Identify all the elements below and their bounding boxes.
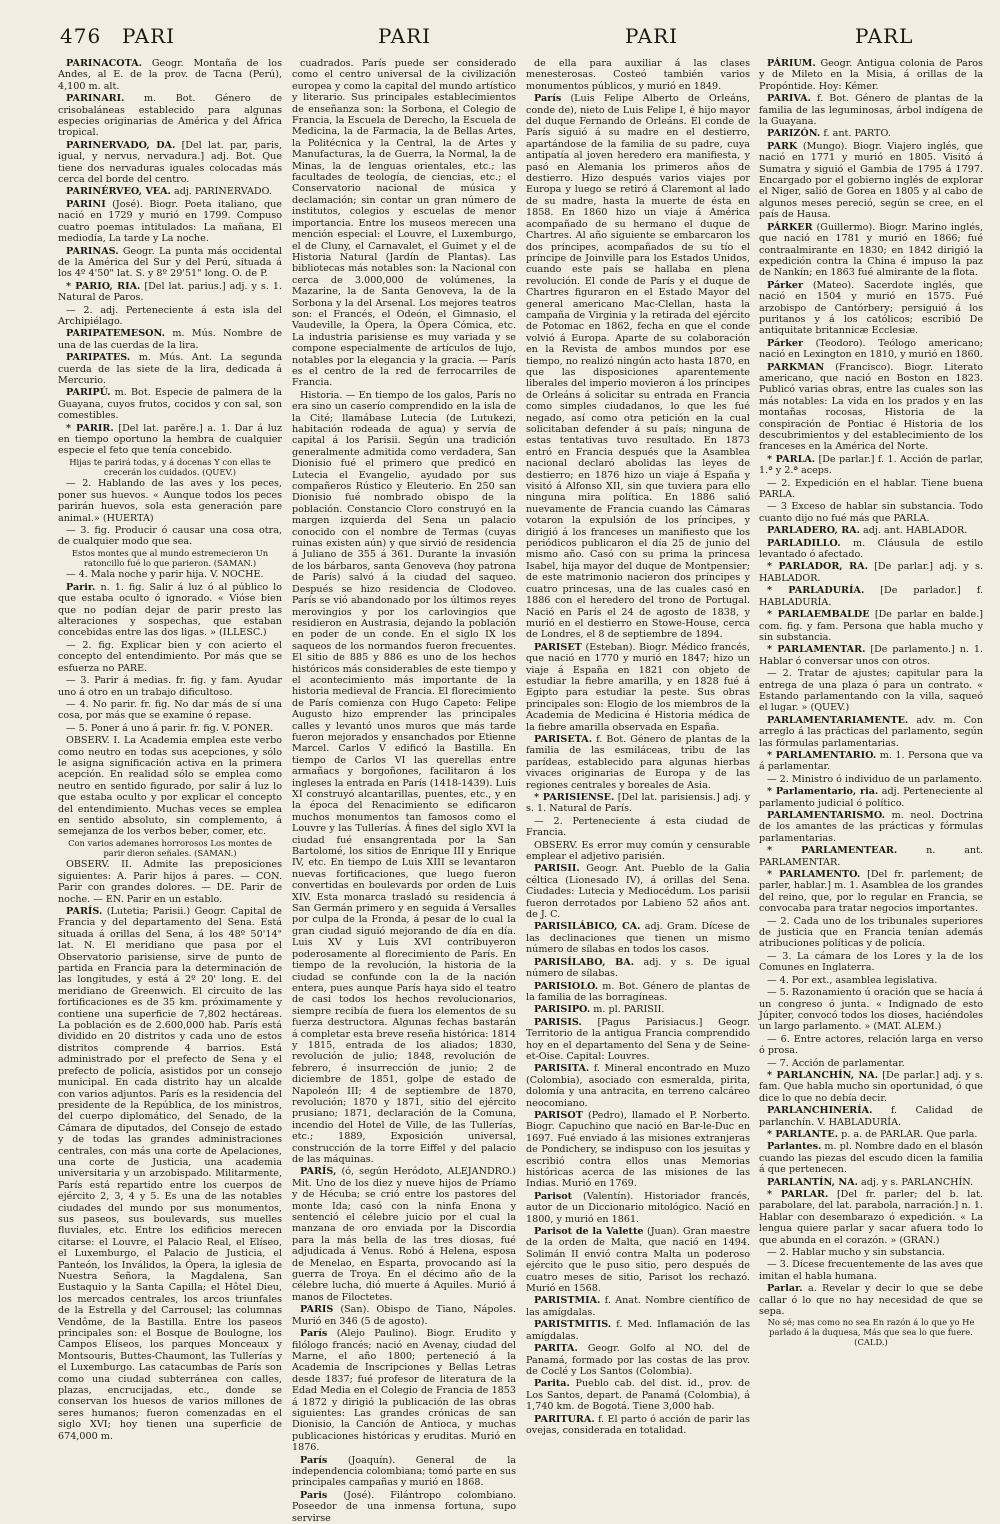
entry-text: [Del lat. par, paris, igual, y nervus, nervadura.] adj. Bot. Que tiene dos nervaduras iguales colocadas más cerca del borde del centro.	[58, 139, 283, 186]
column-1	[58, 58, 283, 1442]
entry-text: f. Calidad de parlanchín. V. HABLADURÍA.	[759, 1105, 983, 1128]
entry-text: (José). Biogr. Poeta italiano, que nació en 1729 y murió en 1799. Compuso cuatro poemas intitulados: La mañana, El mediodía, La tarde y La noche.	[58, 198, 282, 245]
entry-text: adj. Perteneciente al parlamento judicial ó político.	[759, 786, 983, 809]
entry-headword: PARIS	[300, 1304, 334, 1316]
entry-text: — 2. Expedición en el hablar. Tiene buena PARLA.	[759, 477, 983, 501]
entry-text: f. Anat. Nombre científico de las amígdalas.	[526, 1295, 750, 1318]
dictionary-entry	[292, 1490, 516, 1524]
entry-headword: * PARLA.	[767, 453, 816, 465]
dictionary-entry	[292, 1328, 516, 1453]
entry-headword: Parlantes.	[767, 1141, 822, 1153]
dictionary-entry	[58, 675, 282, 698]
dictionary-entry	[759, 1058, 983, 1069]
dictionary-entry	[759, 668, 983, 714]
quotation: Estos montes que al mundo estremecieron Un ratoncillo fué lo que parieron. (SAMAN.)	[71, 547, 269, 568]
page-number: 476	[60, 24, 102, 48]
entry-headword: PARÍS.	[66, 906, 103, 917]
entry-text: Geogr. Ant. Pueblo de la Galia céltica (Lionesado IV), á orillas del Sena. Ciudades: Lutecia y Mediocédum. Los parisii fueron derrotados por Labieno 52 años ant. de J. C.	[526, 863, 750, 921]
dictionary-entry	[759, 362, 983, 453]
dictionary-entry	[58, 58, 282, 92]
entry-text: (Lutetia; Parisii.) Geogr. Capital de Francia y del departamento del Sena. Está situada á orillas del Sena, á los 48º 50'14" lat. N. El meridiano que pasa por el Observatorio parisiense, sirve de punto de partida en Francia para la determinación de las longitudes, y está á 2º 20' long. E. del meridiano de Greenwich. El circuito de las fortificaciones es de 35 km. próximamente y contiene una superficie de 7,802 hectáreas. La población es de 2.600,000 hab. París está dividido en 20 distritos y cada uno de estos distritos comprende 4 barrios. Está administrado por el prefecto de Sena y el prefecto de policía, asistidos por un consejo municipal. En cada distrito hay un alcalde con varios adjuntos. París es la residencia del presidente de la República, de los ministros, del cuerpo diplomático, del Senado, de la Cámara de diputados, del Consejo de estado y de todas las grandes administraciones centrales, con más una corte de Apelaciones, una corte de Justicia, una academia universitaria y un arzobispado. Militarmente, París está repartido entre los cuerpos de ejército 2, 3, 4 y 5. Es una de las notables ciudades del mundo por sus monumentos, sus paseos, sus boulevards, sus muelles fluviales, etc. Entre los edificios merecen citarse: el Louvre, el Palacio Real, el Elíseo, el Luxemburgo, el Palacio de Justicia, el Panteón, los Inválidos, la Ópera, la iglesia de Nuestra Señora, la Magdalena, San Eustaquio y la Santa Capilla; el Hôtel Dieu, los mercados centrales, los arcos triunfales de la Estrella y del Carrousel; las columnas Vendôme, de la Bastilla. Entre los paseos principales son: el Bosque de Boulogne, los Campos Elíseos, los parques Monceaux y Montsouris, Buttes-Chaumont, las Tullerías y el Luxemburgo. Las catacumbas de París son como una ciudad subterránea con calles, plazas, encrucijadas, etc., donde se conservan los huesos de varios millones de seres humanos; fueron comenzadas en el siglo XVI; hoy tienen una superficie de 674,000 m.	[58, 906, 282, 1442]
dictionary-entry	[759, 750, 983, 773]
dictionary-entry	[759, 1283, 983, 1317]
dictionary-entry	[292, 1166, 516, 1303]
entry-text: [De parlador.] f. HABLADURÍA.	[759, 585, 983, 608]
dictionary-entry	[526, 1343, 750, 1377]
entry-text: (Francisco). Biogr. Literato americano, que nació en Boston en 1823. Publicó varias obras, entre las cuales son las más notables: La vida en los prados y en las montañas rocosas, Historia de la conspiración de Pontiac é Historia de los descubrimientos y del establecimiento de los franceses en la América del Norte.	[759, 361, 983, 453]
dictionary-entry	[759, 975, 983, 986]
dictionary-entry	[759, 1189, 983, 1246]
entry-headword: * PARLAMENTO.	[767, 869, 861, 881]
dictionary-entry	[759, 1177, 983, 1188]
running-head-3: PARI	[625, 24, 679, 48]
entry-headword: PARLAMENTARIAMENTE.	[767, 714, 909, 726]
entry-headword: PARISTMITIS.	[534, 1319, 612, 1331]
dictionary-entry	[526, 863, 750, 920]
dictionary-entry	[759, 561, 983, 584]
entry-headword: PARISTMIA.	[534, 1295, 601, 1307]
entry-text: adv. m. Con arreglo á las prácticas del parlamento, según las fórmulas parlamentarias.	[759, 714, 983, 749]
dictionary-entry	[759, 141, 983, 221]
entry-text: f. ant. PARTO.	[823, 128, 891, 140]
entry-text: adj. ant. HABLADOR.	[863, 525, 968, 537]
entry-text: — 2. fig. Explicar bien y con acierto el concepto del entendimiento. Por más que se esfuerza no PARE.	[58, 639, 282, 674]
entry-text: (Mateo). Sacerdote inglés, que nació en 1504 y murió en 1575. Fué arzobispo de Cantórbery; persiguió á los puritanos y á los católicos; escribió De antiquitate britannicæ Ecclesiæ.	[759, 279, 983, 337]
entry-text: (José). Filántropo colombiano. Poseedor de una inmensa fortuna, supo servirse	[292, 1489, 516, 1524]
entry-headword: PARISOT	[534, 1109, 583, 1121]
entry-text: [De parlar en balde.] com. fig. y fam. Persona que habla mucho y sin substancia.	[759, 609, 983, 643]
entry-text: — 7. Acción de parlamentar.	[767, 1057, 905, 1069]
entry-text: — 3 Exceso de hablar sin substancia. Todo cuanto dijo no fué más que PARLA.	[759, 501, 983, 524]
entry-text: a. Revelar y decir lo que se debe callar ó lo que no hay necesidad de que se sepa.	[759, 1283, 983, 1318]
entry-headword: PARISILÁBICO, CA.	[534, 921, 641, 933]
dictionary-entry	[759, 454, 983, 477]
dictionary-entry	[759, 525, 983, 536]
entry-text: — 4. Por ext., asamblea legislativa.	[767, 974, 938, 986]
column-4	[759, 58, 983, 1348]
dictionary-entry	[759, 916, 983, 950]
page-header	[60, 24, 972, 54]
entry-text: — 2. Cada uno de los tribunales superiores de justicia que en Francia tenían además atribuciones políticas y de policía.	[759, 915, 983, 950]
entry-text: cuadrados. París puede ser considerado como el centro universal de la civilización europea y como la capital del mundo artístico y literario. Sus principales establecimientos de enseñanza son: la Sorbona, el Colegio de Francia, la Escuela de Derecho, la Escuela de Medicina, la de Farmacia, la de Bellas Artes, la Politécnica y la Central, la de Artes y Manufacturas, la de Guerra, la Normal, la de Minas, la de lenguas orientales, etc.; las facultades de teología, de ciencias, etc.; el Conservatorio nacional de música y declamación; sin contar un gran número de institutos, colegios y escuelas de menor importancia. Entre los museos merecen una mención especial: el Louvre, el Luxemburgo, el de Cluny, el Carnavalet, el Guimet y el de Historia Natural (Jardín de Plantas). Las bibliotecas más notables son: la Nacional con cerca de 3.000,000 de volúmenes, la Mazarine, la de Santa Genoveva, la de la Sorbona y la del Arsenal. Los mejores teatros son: el Francés, el Odeón, el Gimnasio, el Vaudeville, la Ópera, la Ópera Cómica, etc. La industria parisiense es muy variada y se compone especialmente de artículos de lujo, notables por la elegancia y la gracia. — París es el centro de la red de ferrocarriles de Francia.	[292, 58, 516, 389]
entry-headword: PARISITA.	[534, 1063, 590, 1075]
entry-text: [Pagus Parisiacus.] Geogr. Territorio de la antigua Francia comprendido hoy en el departamento del Sena y de Seine-et-Oise. Capital: Louvres.	[526, 1016, 750, 1062]
entry-text: [Del lat. parius.] adj. y s. 1. Natural de Paros.	[58, 280, 283, 304]
dictionary-entry	[759, 845, 983, 868]
dictionary-entry	[759, 93, 983, 127]
dictionary-entry	[759, 58, 983, 92]
dictionary-entry	[526, 1110, 750, 1190]
entry-headword: * PARLANCHÍN, NA.	[767, 1069, 879, 1081]
dictionary-entry	[759, 501, 983, 524]
entry-headword: PARISII.	[534, 863, 580, 875]
dictionary-entry	[58, 723, 282, 734]
dictionary-entry	[58, 906, 282, 1442]
entry-text: (Valentín). Historiador francés, autor de un Diccionario mitológico. Nació en 1800, y murió en 1861.	[526, 1190, 750, 1225]
dictionary-entry	[759, 1259, 983, 1282]
entry-text: — 3. Parir á medias. fr. fig. y fam. Ayudar uno á otro en un trabajo dificultoso.	[58, 675, 282, 698]
entry-headword: PARINARI.	[66, 93, 125, 105]
entry-text: — 5. Poner á uno á parir. fr. fig. V. PONER.	[66, 722, 274, 734]
dictionary-entry	[526, 734, 750, 791]
quotation: Con varios ademanes horrorosos Los montes de parir dieron señales. (SAMAN.)	[68, 837, 272, 858]
entry-headword: PARITURA.	[534, 1413, 595, 1425]
entry-text: — 2. Tratar de ajustes; capitular para la entrega de una plaza ó para un contrato. « Estando parlamentando con la villa, saqueó el lugar. » (QUEV.)	[759, 668, 983, 714]
dictionary-entry	[292, 1304, 516, 1327]
dictionary-entry	[759, 538, 983, 561]
entry-headword: PARISÍLABO, BA.	[534, 956, 635, 968]
entry-text: — 2. Hablar mucho y sin substancia.	[767, 1247, 945, 1259]
dictionary-entry	[759, 1247, 983, 1258]
entry-text: — 3. Dícese frecuentemente de las aves que imitan el habla humana.	[759, 1259, 983, 1282]
dictionary-entry	[58, 859, 282, 905]
entry-headword: Parisot	[534, 1190, 573, 1202]
entry-text: [Del fr. parlement; de parler, hablar.] m. 1. Asamblea de los grandes del reino, que, por lo regular en Francia, se convocaba para tratar negocios importantes.	[759, 869, 983, 915]
entry-text: [Del fr. parler; del b. lat. parabolare, del lat. parabola, narración.] n. 1. Hablar con desembarazo ó expedición. « La lengua quiere parlar y sacar afuera todo lo que abunda en el corazón. » (GRAN.)	[759, 1189, 983, 1246]
running-head-1: PARI	[122, 24, 176, 48]
entry-headword: Párker	[767, 279, 804, 291]
entry-headword: PARINÉRVEO, VEA.	[66, 186, 171, 198]
entry-headword: PARINERVADO, DA.	[66, 139, 176, 151]
dictionary-entry	[759, 951, 983, 974]
dictionary-entry	[759, 1070, 983, 1104]
entry-text: f. Bot. Género de plantas de la familia de las esmiláceas, tribu de las parídeas, establecido para algunas hierbas vivaces originarias de Europa y de las regiones centrales y boreales de Asia.	[526, 733, 750, 791]
dictionary-entry	[526, 792, 750, 815]
dictionary-entry	[58, 582, 282, 639]
entry-headword: PARLADERO, RA.	[767, 525, 860, 537]
entry-headword: PARISIOLO.	[534, 980, 599, 992]
entry-text: (Guillermo). Biogr. Marino inglés, que nació en 1781 y murió en 1866; fué contraalmirante en 1830; en 1842 dirigió la expedición contra la China é impuso la paz de Nankín; en 1863 fué almirante de la flota.	[759, 221, 983, 279]
entry-headword: PÁRKER	[767, 221, 813, 233]
entry-text: Pueblo cab. del dist. id., prov. de Los Santos, depart. de Panamá (Colombia), á 1,740 km. de Bogotá. Tiene 3,000 hab.	[526, 1378, 750, 1413]
dictionary-entry	[292, 1455, 516, 1489]
entry-text: (Joaquín). General de la independencia colombiana; tomó parte en sus principales campañas y murió en 1868.	[292, 1454, 516, 1489]
dictionary-entry	[58, 246, 282, 280]
entry-text: f. Mineral encontrado en Muzo (Colombia), asociado con esmeralda, pirita, dolomía y una antracita, en terreno calcáreo neocomiano.	[526, 1063, 750, 1109]
entry-headword: PÁRIUM.	[767, 58, 816, 69]
entry-text: m. Bot. Género de plantas de la familia de las borragíneas.	[526, 980, 750, 1003]
entry-headword: París	[534, 93, 562, 105]
text-columns	[58, 58, 983, 1524]
dictionary-entry	[759, 1129, 983, 1140]
entry-headword: PARINAS.	[66, 245, 119, 257]
dictionary-entry	[58, 640, 282, 674]
entry-text: m. 1. Persona que va á parlamentar.	[759, 749, 983, 773]
entry-text: OBSERV. I. La Academia emplea este verbo como neutro en todas sus acepciones, y sólo le asigna significación activa en la primera acepción. En realidad sólo se emplea como neutro en sentido figurado, por salir á luz lo que estaba oculto y por explicar el concepto del entendimiento. Muchas veces se emplea en sentido absoluto, sin complemento, á semejanza de los verbos beber, comer, etc.	[58, 735, 282, 838]
entry-headword: PARIPÚ.	[66, 387, 111, 399]
dictionary-entry	[526, 957, 750, 980]
entry-text: adj. y s. De igual número de sílabas.	[526, 956, 750, 980]
dictionary-entry	[58, 735, 282, 838]
entry-headword: PARIVA.	[767, 93, 811, 105]
entry-headword: PARLANTÍN, NA.	[767, 1176, 858, 1188]
entry-headword: * PARIR.	[66, 422, 114, 434]
entry-text: (Juan). Gran maestre de la orden de Malta, que nació en 1494. Solimán II envió contra Malta un poderoso ejército que le puso sitio, pero después de cuatro meses de sitio, Parisot los rechazó. Murió en 1568.	[526, 1226, 750, 1295]
dictionary-entry	[526, 1226, 750, 1294]
dictionary-entry	[759, 869, 983, 915]
entry-text: n. ant. PARLAMENTAR.	[759, 845, 983, 868]
entry-text: m. Cláusula de estilo levantado ó afectado.	[759, 537, 983, 561]
entry-text: m. Bot. Especie de palmera de la Guayana, cuyos frutos, cocidos y con sal, son comestibles.	[58, 387, 282, 422]
entry-headword: Párker	[767, 337, 804, 349]
entry-headword: * PARLAMENTARIO.	[767, 749, 877, 761]
entry-text: [De parlar.] adj. y s. HABLADOR.	[759, 561, 983, 584]
dictionary-entry	[58, 699, 282, 722]
entry-text: — 2. Hablando de las aves y los peces, poner sus huevos. « Aunque todos los peces parirán huevos, sola esta generación pare animal.» (HUERTA)	[58, 478, 282, 524]
entry-headword: Parir.	[66, 581, 96, 593]
entry-headword: PARITA.	[534, 1343, 578, 1355]
entry-headword: * PARLANTE.	[767, 1128, 839, 1140]
entry-headword: * PARLAR.	[767, 1189, 829, 1200]
entry-headword: PARLANCHINERÍA.	[767, 1105, 873, 1117]
dictionary-entry	[759, 609, 983, 643]
entry-text: [De parlamento.] n. 1. Hablar ó conversar unos con otros.	[759, 644, 983, 667]
dictionary-entry	[58, 525, 282, 548]
entry-headword: PARISIPO.	[534, 1004, 591, 1016]
dictionary-entry	[759, 810, 983, 844]
entry-text: m. Mús. Nombre de una de las cuerdas de la lira.	[58, 328, 282, 351]
entry-text: [De parlar.] adj. y s. fam. Que habla mucho sin oportunidad, ó que dice lo que no debía decir.	[759, 1069, 983, 1104]
entry-text: — 2. Perteneciente á esta ciudad de Francia.	[526, 815, 750, 839]
entry-text: Geogr. Golfo al NO. del de Panamá, formado por las costas de las prov. de Coclé y Los Santos (Colombia).	[526, 1343, 750, 1377]
entry-headword: * PARLADOR, RA.	[767, 561, 868, 573]
entry-headword: Paris	[300, 1489, 328, 1501]
dictionary-entry	[58, 305, 282, 328]
entry-headword: PARISIS.	[534, 1016, 582, 1028]
entry-text: (Alejo Paulino). Biogr. Erudito y filólogo francés; nació en Avenay, ciudad del Marne, el año 1800; perteneció á la Academia de Inscripciones y Bellas Letras desde 1837; fué profesor de literatura de la Edad Media en el Colegio de Francia de 1853 á 1872 y dirigió la publicación de las obras siguientes: Las grandes crónicas de san Dionisio, la Canción de Antioca, y muchas publicaciones históricas y eruditas. Murió en 1876.	[292, 1328, 516, 1454]
dictionary-entry	[58, 140, 282, 186]
dictionary-entry	[759, 1034, 983, 1057]
dictionary-entry	[759, 644, 983, 667]
entry-text: [Del lat. parĕre.] a. 1. Dar á luz en tiempo oportuno la hembra de cualquier especie el feto que tenía concebido.	[58, 422, 282, 457]
entry-headword: PARLAMENTARISMO.	[767, 810, 886, 821]
entry-headword: * Parlamentario, ria.	[767, 786, 879, 798]
entry-text: — 2. Ministro ó individuo de un parlamento.	[767, 773, 983, 785]
dictionary-entry	[58, 387, 282, 421]
entry-text: f. Bot. Género de plantas de la familia de las leguminosas, árbol indígena de la Guayana.	[759, 93, 983, 128]
dictionary-entry	[526, 1063, 750, 1109]
dictionary-entry	[526, 1191, 750, 1225]
entry-text: Historia. — En tiempo de los galos, París no era sino un caserío comprendido en la isla de la Cité; llamábase Lutecia (de Lutukezi, habitación rodeada de agua) y servía de capital á los Parisii. Según una tradición generalmente admitida como verdadera, San Dionisio fué el primero que predicó en Lutecia el Evangelio, ayudado por sus compañeros Rústico y Eleuterio. En 250 san Dionisio fué nombrado obispo de la población. Constancio Cloro construyó en la margen izquierda del Sena un palacio conocido con el nombre de Termas (cuyas ruinas existen aún) y que sirvió de residencia á Juliano de 355 á 361. Durante la invasión de los bárbaros, santa Genoveva (hoy patrona de París) salvó á la ciudad del saqueo. Después se hizo residencia de Clodoveo. París se vió abandonado por los últimos reyes merovingios y por los carlovingios que residieron en Austrasia, dejando la población en poder de un conde. En el siglo IX los saqueos de los normandos fueron frecuentes. El sitio de 885 y 886 es uno de los hechos históricos más considerables de este tiempo y el acontecimiento más importante de la historia medieval de Francia. El florecimiento de París comienza con Hugo Capeto: Felipe Augusto hizo emprender las principales calles y levantó unos muros que más tarde fueron mejorados y ensanchados por Etienne Marcel. Carlos V edificó la Bastilla. En tiempo de Carlos VI las querellas entre armañacs y borgoñones, facilitaron á los ingleses la entrada en París (1418-1439). Luis XI construyó alcantarillas, puentes, etc., y en la época del Renacimiento se edificaron muchos monumentos tan famosos como el Louvre y las Tullerías. Á fines del siglo XVI la ciudad fué ensangrentada por la San Bartolomé, los sitios de Enrique III y Enrique IV, etc. En tiempo de Luis XIII se levantaron nuevas fortificaciones, que luego fueron convertidas en boulevards por orden de Luis XIV. Esta monarca trasladó su residencia á San Germán primero y en seguida á Versalles por culpa de la Fronda, á pesar de lo cual la gran ciudad siguió mejorando de día en día. Luis XV y Luis XVI contribuyeron poderosamente al florecimiento de París. En tiempo de la revolución, la historia de la ciudad se confunde con la de la nación entera, pues aunque París haya sido el teatro de casi todos los hechos revolucionarios, siempre recibía de fuera los elementos de su fuerza destructora. Algunas fechas bastarán á completar esta breve reseña histórica: 1814 y 1815, entrada de los aliados; 1830, revolución de julio; 1848, revolución de febrero, é insurrección de junio; 2 de diciembre de 1851, golpe de estado de Napoleón III; 4 de septiembre de 1870, revolución; 1870 y 1871, sitio del ejército prusiano; 1871, declaración de la Comuna, incendio del Hotel de Ville, de las Tullerías, etc.; 1889, Exposición universal, construcción de la torre Eiffel y del palacio de las máquinas.	[292, 389, 516, 1165]
entry-headword: PARISET	[534, 641, 582, 653]
entry-headword: PARISETA.	[534, 733, 593, 745]
entry-text: — 6. Entre actores, relación larga en verso ó prosa.	[759, 1033, 983, 1057]
entry-headword: Parlar.	[767, 1283, 803, 1295]
dictionary-entry	[759, 1141, 983, 1175]
entry-text: (Luis Felipe Alberto de Orleáns, conde de), nieto de Luis Felipe I, é hijo mayor del duque Fernando de Orleáns. El conde de París siguió á su madre en el destierro, apartándose de la familia de su padre, cuya antipatía al joven heredero era manifiesta, y pasó en Alemania los primeros años de destierro. Hizo después varios viajes por Europa y luego se retiró á Claremont al lado de su madre, hasta la muerte de ésta en 1858. En 1860 hizo un viaje á América acompañado de su hermano el duque de Chartres. Al año siguiente se embarcaron los dos príncipes, acompañados de su tío el príncipe de Joinville para los Estados Unidos, cuando este país se hallaba en plena revolución. El conde de París y el duque de Chartres figuraron en el Estado Mayor del general americano Mac-Clellan, hasta la campaña de Virginia y la retirada del ejército de Potomac en 1862, fecha en que el conde volvió á Europa. Aparte de su colaboración en la Revista de ambos mundos por ese tiempo, no realizó ningún acto hasta 1870, en que las disposiciones aparentemente liberales del imperio movieron á los príncipes de Orleáns á solicitar su entrada en Francia como simples ciudadanos, lo que les fué negado, así como otra petición en la cual solicitaban defender á su país; ninguna de estas tentativas tuvo resultado. En 1873 entró en Francia después que la Asamblea nacional declaró abolidas las leyes de destierro; en 1876 hizo un viaje á España y visitó á Alfonso XII, sin que tuviera para ello ninguna mira política. En 1886 salió nuevamente de Francia cuando las Cámaras votaron la expulsión de los príncipes, y dirigió á los franceses un manifiesto que los periódicos publicaron el día 25 de junio del mismo año. Casó con su prima la princesa Isabel, hija mayor del duque de Montpensier; de este matrimonio nacieron dos príncipes y cuatro princesas, una de las cuales casó en 1886 con el heredero del trono de Portugal. Nació en París el 24 de agosto de 1838, y murió en el destierro en Stowe-House, cerca de Londres, el 8 de septiembre de 1894.	[526, 93, 750, 641]
dictionary-entry	[759, 786, 983, 809]
entry-text: OBSERV. II. Admite las preposiciones siguientes: A. Parir hijos á pares. — CON. Parir con grandes dolores. — DE. Parir de noche. — EN. Parir en un establo.	[58, 859, 282, 905]
entry-text: (San). Obispo de Tiano, Nápoles. Murió en 346 (5 de agosto).	[292, 1304, 516, 1327]
dictionary-entry	[58, 478, 282, 524]
entry-headword: Parisot de la Valette	[534, 1226, 644, 1238]
entry-text: Geogr. La punta más occidental de la América del Sur y del Perú, situada á los 4º 4'50" lat. S. y 8º 29'51" long. O. de P.	[58, 245, 282, 280]
entry-text: f. Med. Inflamación de las amígdalas.	[526, 1319, 750, 1342]
entry-text: m. Mús. Ant. La segunda cuerda de las siete de la lira, dedicada á Mercurio.	[58, 352, 282, 386]
entry-text: Geogr. Antigua colonia de Paros y de Mileto en la Misia, á orillas de la Propóntide. Hoy: Kémer.	[759, 58, 983, 92]
dictionary-entry	[759, 478, 983, 501]
entry-headword: * PARLAMENTEAR.	[767, 845, 898, 857]
entry-text: — 4. Mala noche y parir hija. V. NOCHE.	[66, 569, 264, 581]
entry-text: — 2. adj. Perteneciente á esta isla del Archipiélago.	[58, 304, 282, 327]
entry-text: OBSERV. Es error muy común y censurable emplear el adjetivo parisién.	[526, 839, 750, 863]
quotation: No sé; mas como no sea En razón á lo que yo He parlado á la duquesa, Más que sea lo que fuere. (CALD.)	[767, 1317, 975, 1348]
dictionary-entry	[526, 1004, 750, 1015]
entry-headword: PARINACOTA.	[66, 58, 143, 69]
entry-headword: París	[300, 1328, 328, 1340]
dictionary-entry	[526, 1017, 750, 1063]
column-3	[526, 58, 750, 1436]
entry-text: (Pedro), llamado el P. Norberto. Biogr. Capuchino que nació en Bar-le-Duc en 1697. Fué enviado á las misiones extranjeras de Pondichery, se indispuso con los jesuitas y escribió contra ellos unas Memorias históricas acerca de las misiones de las Indias. Murió en 1769.	[526, 1109, 750, 1190]
dictionary-entry	[759, 222, 983, 279]
entry-text: adj. PARINERVADO.	[173, 186, 272, 198]
entry-headword: * PARLAEMBALDE	[767, 609, 870, 621]
entry-headword: * PARISIENSE.	[534, 792, 615, 803]
dictionary-entry	[292, 390, 516, 1166]
entry-text: n. 1. fig. Salir á luz ó al público lo que estaba oculto ó ignorado. « Vióse bien que no podían dejar de parir presto las alteraciones y sospechas, que estaban concebidas entre las dos ligas. » (ILLESC.)	[58, 581, 282, 639]
entry-text: p. a. de PARLAR. Que parla.	[841, 1128, 978, 1140]
dictionary-entry	[58, 186, 282, 197]
entry-headword: PARIPATES.	[66, 352, 131, 364]
entry-text: — 3. La cámara de los Lores y la de los Comunes en Inglaterra.	[759, 950, 983, 974]
entry-text: (Esteban). Biogr. Médico francés, que nació en 1770 y murió en 1847; hizo un viaje á España en 1821 con objeto de estudiar la fiebre amarilla, y en 1828 fué á Egipto para estudiar la peste. Sus obras principales son: Elogio de los miembros de la Academia de Medicina é Historia médica de la fiebre amarilla observada en España.	[526, 641, 750, 733]
dictionary-entry	[58, 199, 282, 245]
dictionary-entry	[526, 981, 750, 1004]
running-head-2: PARI	[378, 24, 432, 48]
entry-text: adj. Gram. Dícese de las declinaciones que tienen un mismo número de sílabas en todos los casos.	[526, 921, 750, 956]
entry-text: m. neol. Doctrina de los amantes de las prácticas y fórmulas parlamentarias.	[759, 810, 983, 844]
entry-text: — 3. fig. Producir ó causar una cosa otra, de cualquier modo que sea.	[58, 525, 282, 548]
entry-headword: PARIPATEMESON.	[66, 328, 166, 340]
dictionary-entry	[526, 1378, 750, 1412]
dictionary-entry	[292, 58, 516, 389]
dictionary-entry	[58, 281, 282, 304]
entry-headword: * PARLADURÍA.	[767, 585, 865, 597]
entry-headword: París	[300, 1454, 328, 1466]
dictionary-entry	[58, 423, 282, 457]
dictionary-entry	[526, 58, 750, 92]
entry-headword: PARINI	[66, 198, 106, 210]
entry-text: (ó, según Heródoto, ALEJANDRO.) Mit. Uno de los diez y nueve hijos de Príamo y de Hécuba; se crió entre los pastores del monte Ida; casó con la ninfa Enona y sentenció el célebre juicio por el cual la manzana de oro enviada por la Discordia para la más bella de las tres diosas, fué adjudicada á Venus. Robó á Helena, esposa de Menelao, en Esparta, provocando así la guerra de Troya. En el décimo año de la célebre lucha, dió muerte á Aquiles. Murió á manos de Filoctetes.	[292, 1166, 516, 1303]
entry-text: de ella para auxiliar á las clases menesterosas. Costeó también varios monumentos públicos, y murió en 1849.	[526, 58, 750, 92]
dictionary-entry	[759, 774, 983, 785]
dictionary-entry	[759, 128, 983, 139]
entry-headword: Parita.	[534, 1378, 570, 1390]
running-head-4: PARL	[855, 24, 914, 48]
dictionary-entry	[759, 338, 983, 361]
entry-headword: * PARIO, RIA.	[66, 280, 141, 292]
dictionary-entry	[526, 1319, 750, 1342]
column-2	[292, 58, 516, 1524]
entry-headword: * PARLAMENTAR.	[767, 644, 866, 656]
dictionary-entry	[526, 1414, 750, 1437]
entry-headword: PARKMAN	[767, 361, 825, 373]
dictionary-entry	[526, 921, 750, 955]
quotation: Hijas te parirá todas, y á docenas Y con ellas te crecerán los cuidados. (QUEV.)	[69, 456, 271, 477]
dictionary-entry	[526, 642, 750, 733]
dictionary-entry	[526, 816, 750, 839]
entry-text: [Del lat. parisiensis.] adj. y s. 1. Natural de París.	[526, 792, 750, 815]
dictionary-entry	[58, 569, 282, 580]
entry-headword: PARK	[767, 140, 798, 152]
dictionary-entry	[58, 352, 282, 386]
entry-text: [De parlar.] f. 1. Acción de parlar, 1.ª y 2.ª aceps.	[759, 453, 983, 477]
entry-text: f. El parto ó acción de parir las ovejas, considerada en totalidad.	[526, 1413, 750, 1436]
dictionary-entry	[58, 93, 282, 139]
dictionary-entry	[526, 840, 750, 863]
dictionary-entry	[526, 1295, 750, 1318]
entry-headword: PARÍS,	[300, 1166, 337, 1178]
dictionary-entry	[759, 280, 983, 337]
entry-text: m. Bot. Género de crisobaláneas establecido para algunas especies originarias de América y del África tropical.	[58, 93, 282, 139]
entry-text: adj. y s. PARLANCHÍN.	[860, 1176, 974, 1188]
entry-headword: PARLADILLO.	[767, 537, 841, 549]
entry-text: m. pl. Nombre dado en el blasón cuando las piezas del escudo dicen la familia á que pertenecen.	[759, 1141, 983, 1176]
entry-text: — 4. No parir. fr. fig. No dar más de sí una cosa, por más que se examine ó repase.	[58, 698, 282, 722]
entry-text: m. pl. PARISII.	[593, 1004, 665, 1016]
dictionary-entry	[759, 1105, 983, 1128]
dictionary-entry	[58, 328, 282, 351]
dictionary-entry	[759, 715, 983, 749]
dictionary-entry	[526, 93, 750, 641]
entry-text: (Mungo). Biogr. Viajero inglés, que nació en 1771 y murió en 1805. Visitó á Sumatra y siguió el Gambia de 1795 á 1797. Encargado por el gobierno inglés de explorar el Niger, salió de Gorea en 1805 y al cabo de algunos meses pereció, según se cree, en el país de Hausa.	[759, 140, 983, 221]
dictionary-entry	[759, 987, 983, 1033]
entry-headword: PARIZÓN.	[767, 128, 821, 140]
entry-text: — 5. Razonamiento ú oración que se hacía á un congreso ó junta. « Indignado de esto Júpiter, convocó todos los dioses, haciéndoles un largo parlamento. » (MAT. ALEM.)	[759, 987, 983, 1033]
entry-text: (Teodoro). Teólogo americano; nació en Lexington en 1810, y murió en 1860.	[759, 337, 983, 361]
dictionary-entry	[759, 585, 983, 608]
entry-text: Geogr. Montaña de los Andes, al E. de la prov. de Tacna (Perú), 4,100 m. alt.	[58, 58, 282, 92]
